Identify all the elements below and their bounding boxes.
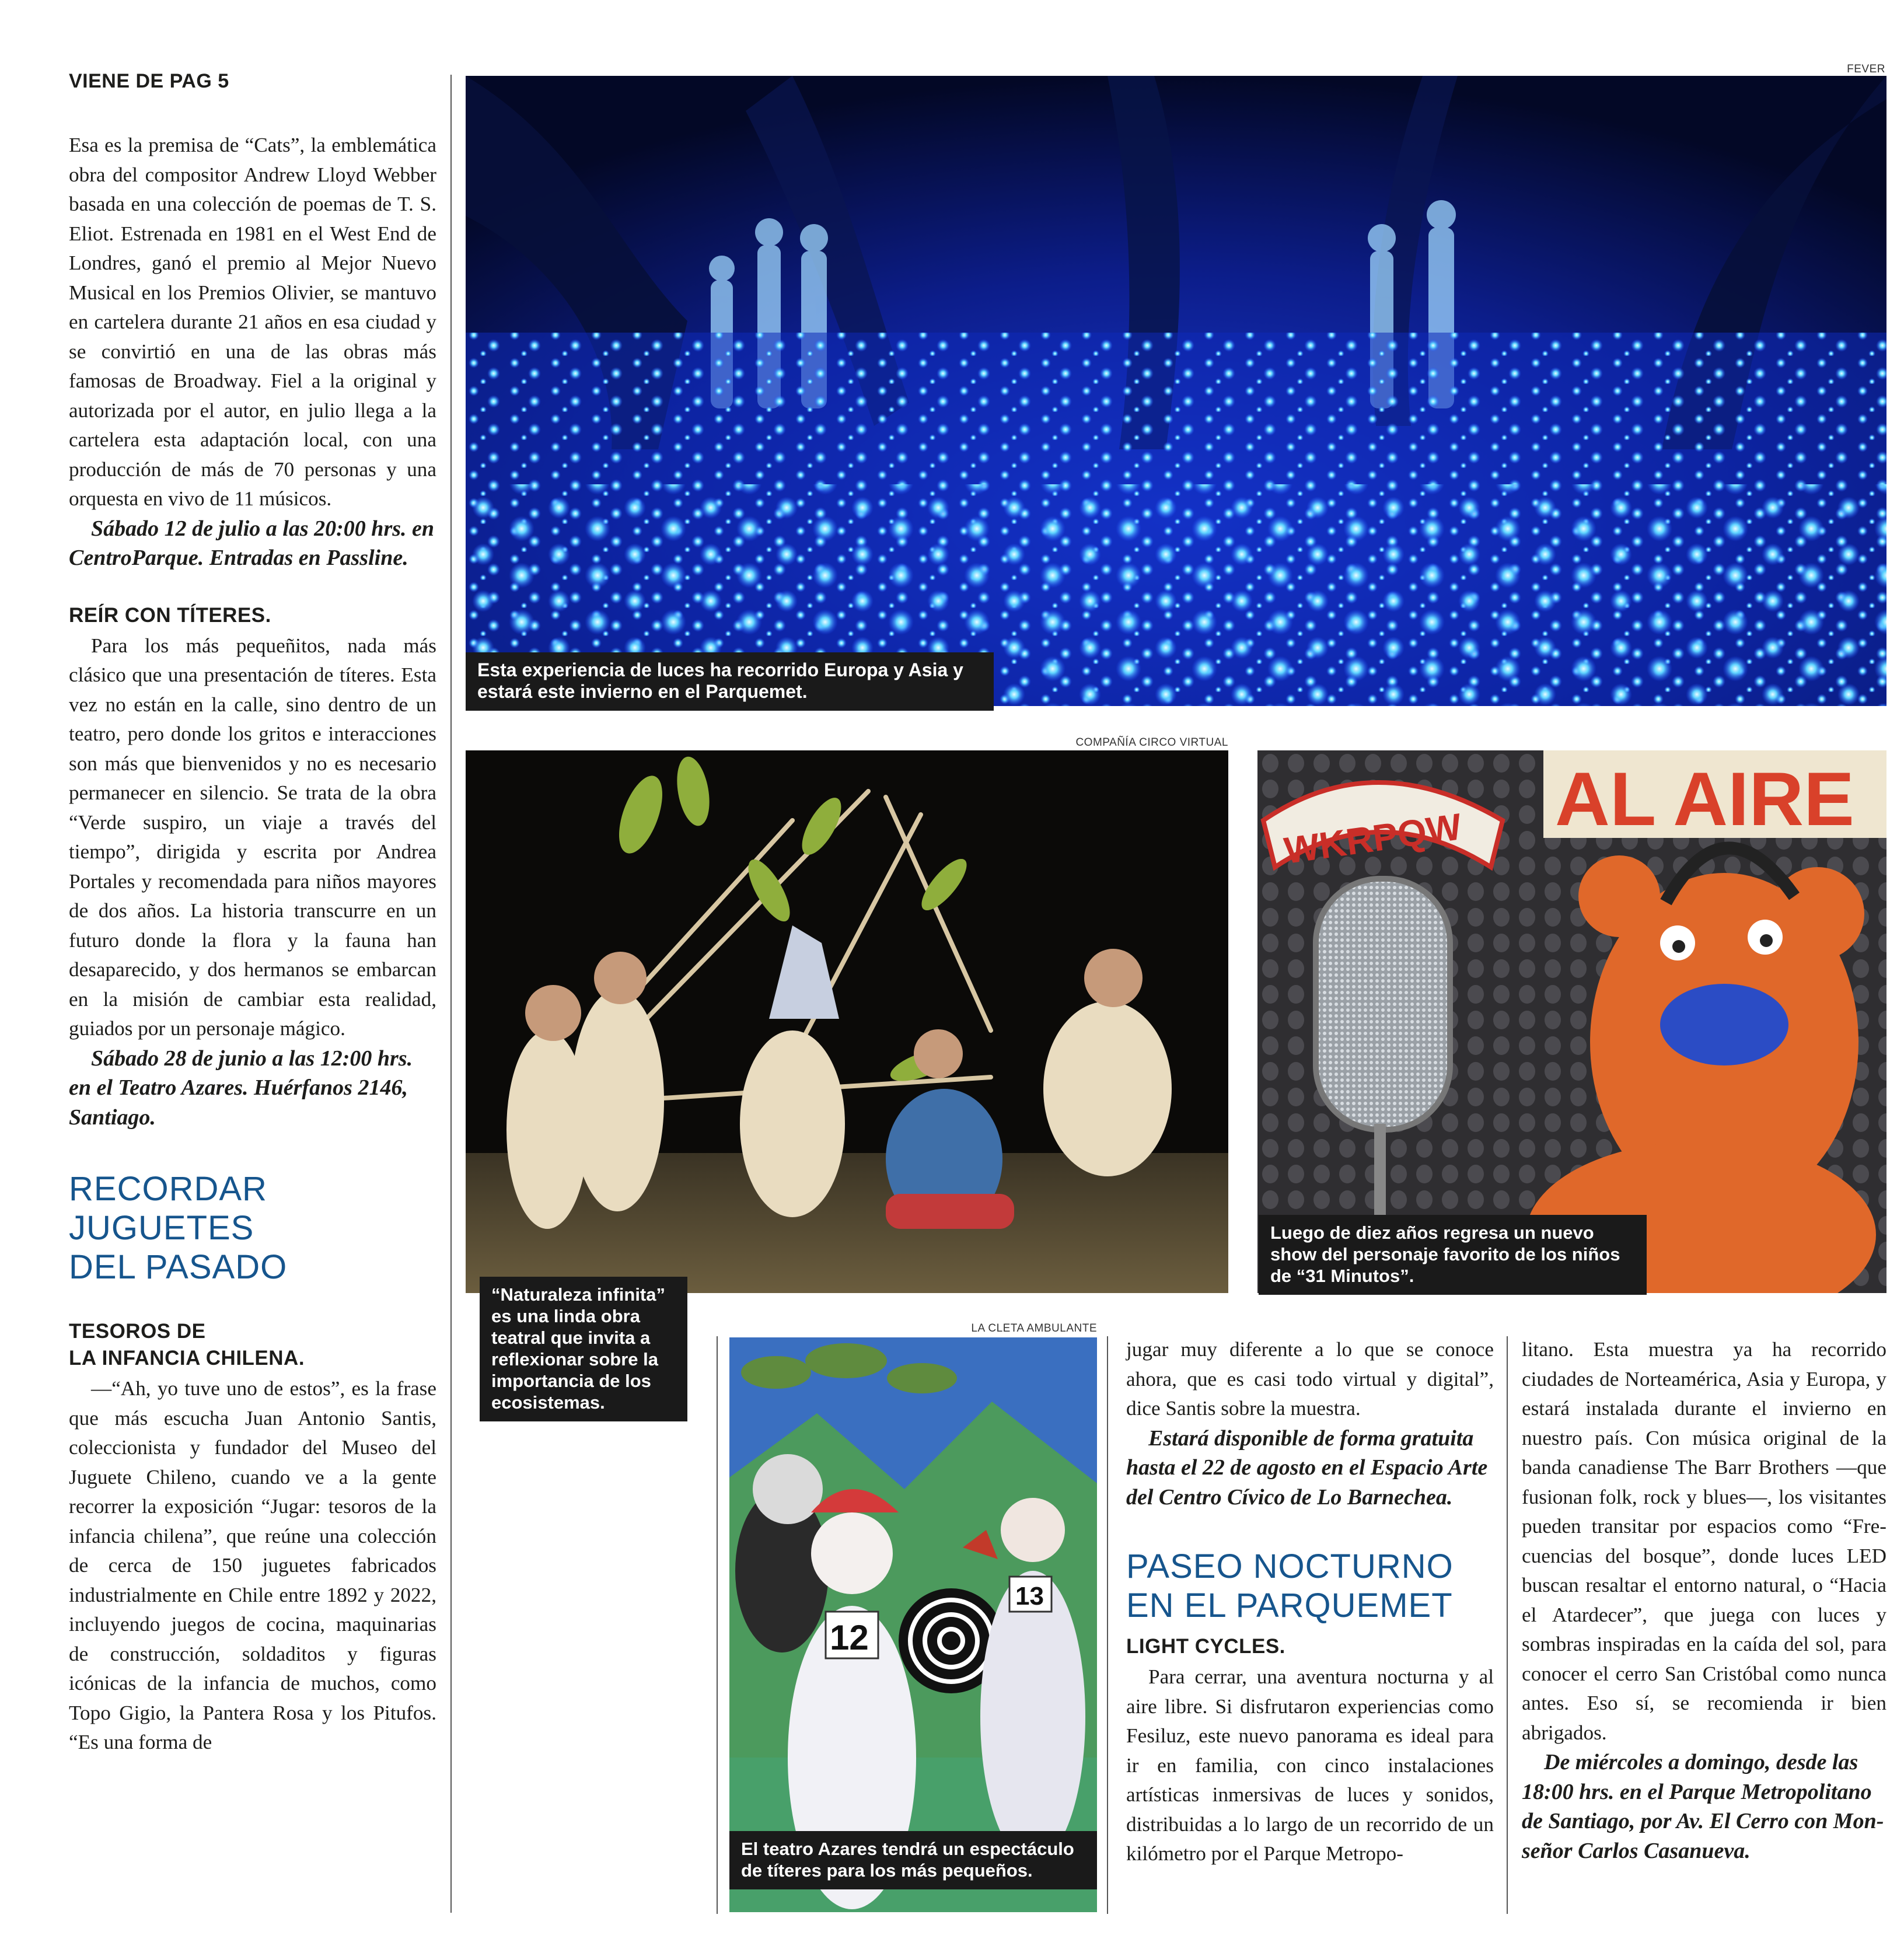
continued-from-label: VIENE DE PAG 5 — [69, 70, 229, 92]
wkrpqw-sign: WKRPQW — [1281, 805, 1465, 872]
light-cycles-info-text: De miércoles a domingo, desde las 18:00 hrs. en el Parque Metropolitano de Santiago, por Av. El Cerro con Monseñor Carlos Casanueva. — [1522, 1750, 1884, 1863]
juguetes-heading-line-2: LA INFANCIA CHILENA. — [69, 1347, 305, 1369]
light-cycles-paragraph — [1126, 1662, 1494, 1869]
juguetes-continuation-text: jugar muy diferente a lo que se conoce ahora, que es casi todo virtual y digital”, dice Santis sobre la muestra. — [1126, 1338, 1494, 1420]
caption-theater: “Naturaleza infinita” es una linda obra teatral que invita a reflexionar sobre la importancia de los ecosistemas. — [480, 1277, 687, 1421]
juguetes-heading-line-1: TESOROS DE — [69, 1320, 206, 1343]
middle-column — [1126, 1335, 1494, 1869]
juguetes-section-title — [69, 1169, 436, 1287]
bib-12: 12 — [830, 1618, 869, 1657]
cats-info-text: Sábado 12 de julio a las 20:00 hrs. en CentroParque. Entradas en Passline. — [69, 516, 435, 570]
photo-credit-cleta: LA CLETA AMBULANTE — [971, 1322, 1097, 1334]
photo-31-minutos — [1257, 750, 1886, 1293]
left-column — [69, 69, 436, 1758]
juguetes-info — [1126, 1424, 1494, 1512]
column-divider-right — [1507, 1336, 1508, 1914]
light-cycles-continuation-text: litano. Esta muestra ya ha recorrido ciudades de Norteamérica, Asia y Europa, y estará instalada durante el invierno en nuestro país. Con música original de la banda canadiense The Barr Brothers —que fusionan folk, rock y blues—, los visitantes pueden transitar por espacios como “Frecuencias del bosque”, donde luces LED buscan resaltar el entorno natural, o “Hacia el Atardecer”, que juega con luces y sombras inspiradas en la caída del sol, para conocer el cerro San Cristóbal como nunca antes. Eso sí, se recomienda ir bien abrigados. — [1522, 1338, 1886, 1744]
light-cycles-continuation — [1522, 1335, 1886, 1748]
al-aire-sign: AL AIRE — [1555, 756, 1854, 841]
bib-13: 13 — [1015, 1582, 1044, 1610]
caption-lights: Esta experiencia de luces ha recorrido Europa y Asia y estará este invierno en el Parquemet. — [466, 652, 994, 711]
photo-credit-lights: FEVER — [1847, 63, 1885, 75]
photo-la-cleta — [729, 1337, 1097, 1912]
juguetes-info-text: Estará disponible de forma gratuita hasta el 22 de agosto en el Espacio Arte del Centro Cívico de Lo Barnechea. — [1126, 1426, 1488, 1510]
juguetes-title-line-3: DEL PASADO — [69, 1248, 288, 1286]
right-column — [1522, 1335, 1886, 1865]
juguetes-title-line-2: JUGUETES — [69, 1209, 254, 1247]
juguetes-paragraph — [69, 1374, 436, 1758]
puppet-show-illustration — [729, 1337, 1097, 1912]
juguetes-continuation — [1126, 1335, 1494, 1424]
photo-naturaleza-infinita — [466, 750, 1228, 1293]
cats-info — [69, 514, 436, 573]
photo-light-cycles — [466, 76, 1886, 706]
cats-body: Esa es la premisa de “Cats”, la emblemática obra del compositor Andrew Lloyd Webber basada en una colección de poemas de T. S. Eliot. Estrenada en 1981 en el West End de Londres, ganó el premio al Mejor Nuevo Musical en los Premios Olivier, se mantuvo en cartelera durante 21 años en esa ciudad y se convirtió en una de las obras más famosas de Broadway. Fiel a la original y autorizada por el autor, en julio llega a la cartelera esta adaptación local, con una producción de más de 70 personas y una orquesta en vivo de 11 músicos. — [69, 134, 436, 510]
paseo-section-title — [1126, 1547, 1494, 1625]
paseo-title-line-1: PASEO NOCTURNO — [1126, 1547, 1454, 1585]
cats-paragraph — [69, 131, 436, 514]
light-cycles-info — [1522, 1748, 1886, 1865]
paseo-title-line-2: EN EL PARQUEMET — [1126, 1587, 1453, 1624]
photo-credit-theater: COMPAÑÍA CIRCO VIRTUAL — [1075, 736, 1228, 749]
titeres-heading: REÍR CON TÍTERES. — [69, 603, 271, 627]
light-cycles-heading: LIGHT CYCLES. — [1126, 1635, 1285, 1658]
juguetes-body: —“Ah, yo tuve uno de estos”, es la frase que más escucha Juan Antonio Santis, coleccionista y fundador del Museo del Juguete Chileno, cuando ve a la gente recorrer la exposición “Jugar: tesoros de la infancia chilena”, que reúne una colección de cerca de 150 juguetes fabricados industrialmente en Chile entre 1892 y 2022, incluyendo juegos de cocina, maquinarias de construcción, soldaditos y figuras icónicas de la infancia de muchos, como Topo Gigio, la Pantera Rosa y los Pitufos. “Es una forma de — [69, 1377, 436, 1753]
theater-stage-illustration — [466, 750, 1228, 1293]
light-forest-illustration — [466, 76, 1886, 706]
titeres-body: Para los más pequeñitos, nada más clásico que una presentación de títeres. Esta vez no están en la calle, sino dentro de un teatro, pero donde los gritos e interacciones son más que bienvenidos y no es necesario permanecer en silencio. Se trata de la obra “Verde suspiro, un viaje a través del tiempo”, dirigida y escrita por Andrea Portales y recomendada para niños mayores de dos años. La historia transcurre en un futuro donde la flora y la fauna han desaparecido, y dos hermanos se embarcan en la misión de cambiar esta realidad, guiados por un personaje mágico. — [69, 634, 436, 1040]
caption-cleta: El teatro Azares tendrá un espectáculo de títeres para los más pequeños. — [729, 1831, 1097, 1889]
juguetes-heading — [69, 1318, 436, 1372]
column-divider-middle — [1107, 1336, 1108, 1914]
light-cycles-body: Para cerrar, una aventura nocturna y al aire libre. Si disfrutaron experiencias como Fesiluz, este nuevo panorama es ideal para ir en familia, con cinco instalaciones artísticas inmersivas de luces y sonidos, distribuidas a lo largo de un recorrido de un kilómetro por el Parque Metropo- — [1126, 1665, 1494, 1865]
titeres-info — [69, 1044, 436, 1133]
titeres-paragraph — [69, 631, 436, 1044]
titeres-info-text: Sábado 28 de junio a las 12:00 hrs. en el Teatro Azares. Huérfanos 2146, Santiago. — [69, 1046, 413, 1130]
column-divider-left — [450, 75, 452, 1913]
caption-31-minutos: Luego de diez años regresa un nuevo show del personaje favorito de los niños de “31 Minutos”. — [1259, 1215, 1647, 1295]
juguetes-title-line-1: RECORDAR — [69, 1170, 267, 1208]
radio-puppet-illustration — [1257, 750, 1886, 1293]
column-divider-photo — [717, 1336, 718, 1914]
